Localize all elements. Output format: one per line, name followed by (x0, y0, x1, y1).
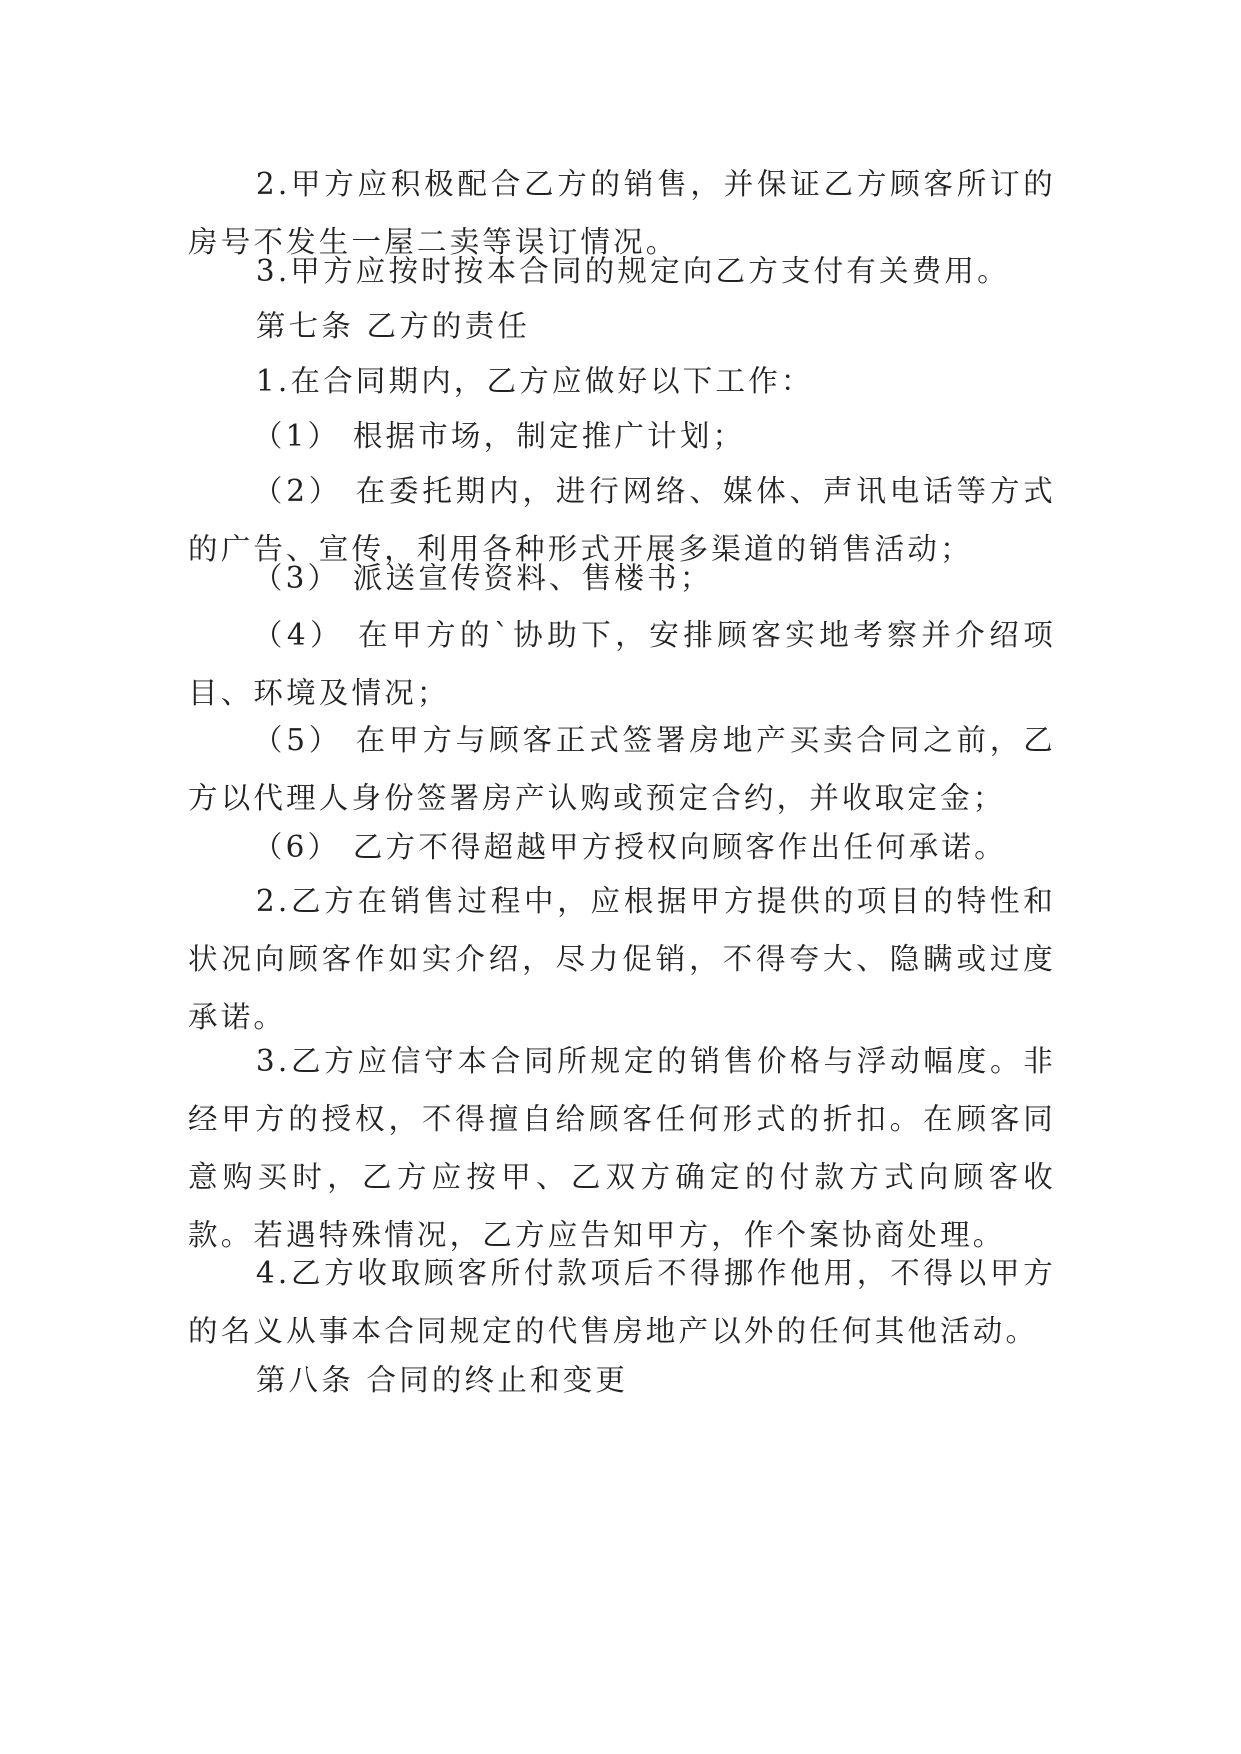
paragraph-party-a-payment: 3.甲方应按时按本合同的规定向乙方支付有关费用。 (255, 254, 1010, 288)
section-heading-article-7: 第七条 乙方的责任 (255, 309, 531, 343)
paragraph-party-b-sales-conduct: 2.乙方在销售过程中，应根据甲方提供的项目的特性和状况向顾客作如实介绍，尽力促销，不得夸大、隐瞒或过度承诺。 (188, 884, 1056, 1034)
list-item-3: （3） 派送宣传资料、售楼书； (252, 561, 713, 595)
list-item-5: （5） 在甲方与顾客正式签署房地产买卖合同之前，乙方以代理人身份签署房产认购或预定合约，并收取定金； (188, 723, 1056, 815)
list-item-2: （2） 在委托期内，进行网络、媒体、声讯电话等方式的广告、宣传，利用各种形式开展多渠道的销售活动； (188, 474, 1056, 566)
paragraph-party-b-funds: 4.乙方收取顾客所付款项后不得挪作他用，不得以甲方的名义从事本合同规定的代售房地产以外的任何其他活动。 (188, 1256, 1056, 1348)
list-item-1: （1） 根据市场，制定推广计划； (252, 419, 746, 453)
section-heading-article-8: 第八条 合同的终止和变更 (255, 1363, 629, 1397)
paragraph-party-b-pricing: 3.乙方应信守本合同所规定的销售价格与浮动幅度。非经甲方的授权，不得擅自给顾客任何形式的折扣。在顾客同意购买时，乙方应按甲、乙双方确定的付款方式向顾客收款。若遇特殊情况，乙方应告知甲方，作个案协商处理。 (188, 1044, 1056, 1252)
list-item-4: （4） 在甲方的`协助下，安排顾客实地考察并介绍项目、环境及情况； (188, 618, 1056, 710)
list-item-6: （6） 乙方不得超越甲方授权向顾客作出任何承诺。 (252, 830, 1007, 864)
paragraph-party-a-cooperate: 2.甲方应积极配合乙方的销售，并保证乙方顾客所订的房号不发生一屋二卖等误订情况。 (188, 167, 1056, 259)
paragraph-party-b-duties-intro: 1.在合同期内，乙方应做好以下工作： (255, 364, 814, 398)
